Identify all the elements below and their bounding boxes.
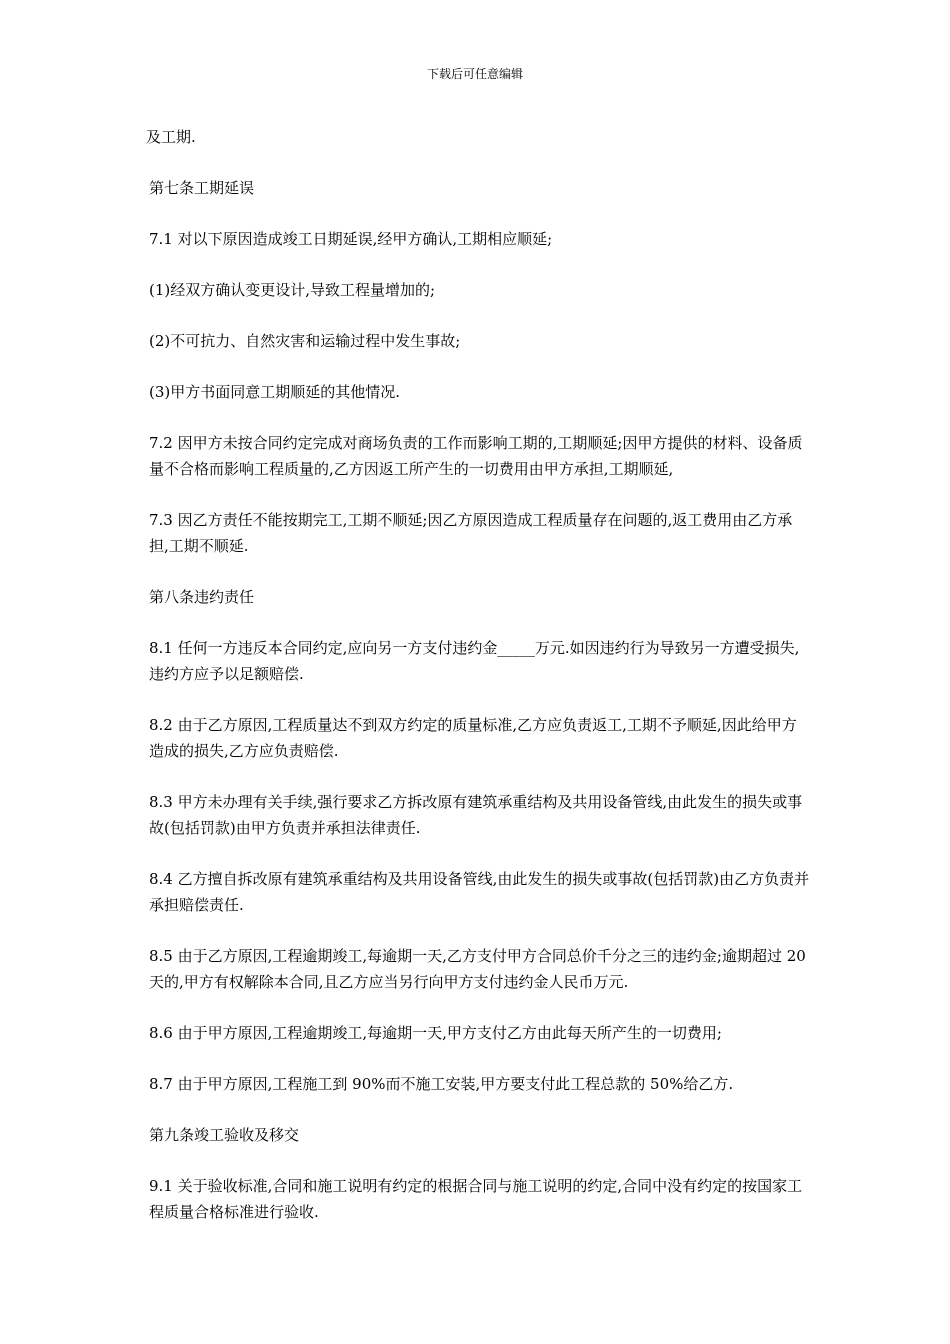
document-body <box>146 124 810 1250</box>
clause-9-1: 9.1 关于验收标准,合同和施工说明有约定的根据合同与施工说明的约定,合同中没有约定的按国家工程质量合格标准进行验收. <box>149 1177 803 1221</box>
heading-article-9: 第九条竣工验收及移交 <box>149 1126 300 1144</box>
clause-8-5: 8.5 由于乙方原因,工程逾期竣工,每逾期一天,乙方支付甲方合同总价千分之三的违约金;逾期超过 20 天的,甲方有权解除本合同,且乙方应当另行向甲方支付违约金人民币万元. <box>149 947 806 991</box>
heading-article-8: 第八条违约责任 <box>149 588 255 606</box>
heading-article-7: 第七条工期延误 <box>149 179 255 197</box>
paragraph-continuation: 及工期. <box>146 128 196 146</box>
clause-8-1: 8.1 任何一方违反本合同约定,应向另一方支付违约金_____万元.如因违约行为导致另一方遭受损失,违约方应予以足额赔偿. <box>149 639 800 683</box>
clause-7-1: 7.1 对以下原因造成竣工日期延误,经甲方确认,工期相应顺延; <box>149 230 553 248</box>
page-header: 下载后可任意编辑 <box>426 67 523 81</box>
clause-8-2: 8.2 由于乙方原因,工程质量达不到双方约定的质量标准,乙方应负责返工,工期不予顺延,因此给甲方造成的损失,乙方应负责赔偿. <box>149 716 797 760</box>
clause-7-1-item-2: (2)不可抗力、自然灾害和运输过程中发生事故; <box>149 332 461 350</box>
clause-7-2: 7.2 因甲方未按合同约定完成对商场负责的工作而影响工期的,工期顺延;因甲方提供的材料、设备质量不合格而影响工程质量的,乙方因返工所产生的一切费用由甲方承担,工期顺延, <box>149 434 803 478</box>
clause-7-3: 7.3 因乙方责任不能按期完工,工期不顺延;因乙方原因造成工程质量存在问题的,返工费用由乙方承担,工期不顺延. <box>149 511 793 555</box>
clause-7-1-item-3: (3)甲方书面同意工期顺延的其他情况. <box>149 383 401 401</box>
clause-8-3: 8.3 甲方未办理有关手续,强行要求乙方拆改原有建筑承重结构及共用设备管线,由此发生的损失或事故(包括罚款)由甲方负责并承担法律责任. <box>149 793 803 837</box>
clause-8-7: 8.7 由于甲方原因,工程施工到 90%而不施工安装,甲方要支付此工程总款的 50%给乙方. <box>149 1075 734 1093</box>
clause-8-4: 8.4 乙方擅自拆改原有建筑承重结构及共用设备管线,由此发生的损失或事故(包括罚款)由乙方负责并承担赔偿责任. <box>149 870 810 914</box>
clause-7-1-item-1: (1)经双方确认变更设计,导致工程量增加的; <box>149 281 436 299</box>
clause-8-6: 8.6 由于甲方原因,工程逾期竣工,每逾期一天,甲方支付乙方由此每天所产生的一切费用; <box>149 1024 722 1042</box>
